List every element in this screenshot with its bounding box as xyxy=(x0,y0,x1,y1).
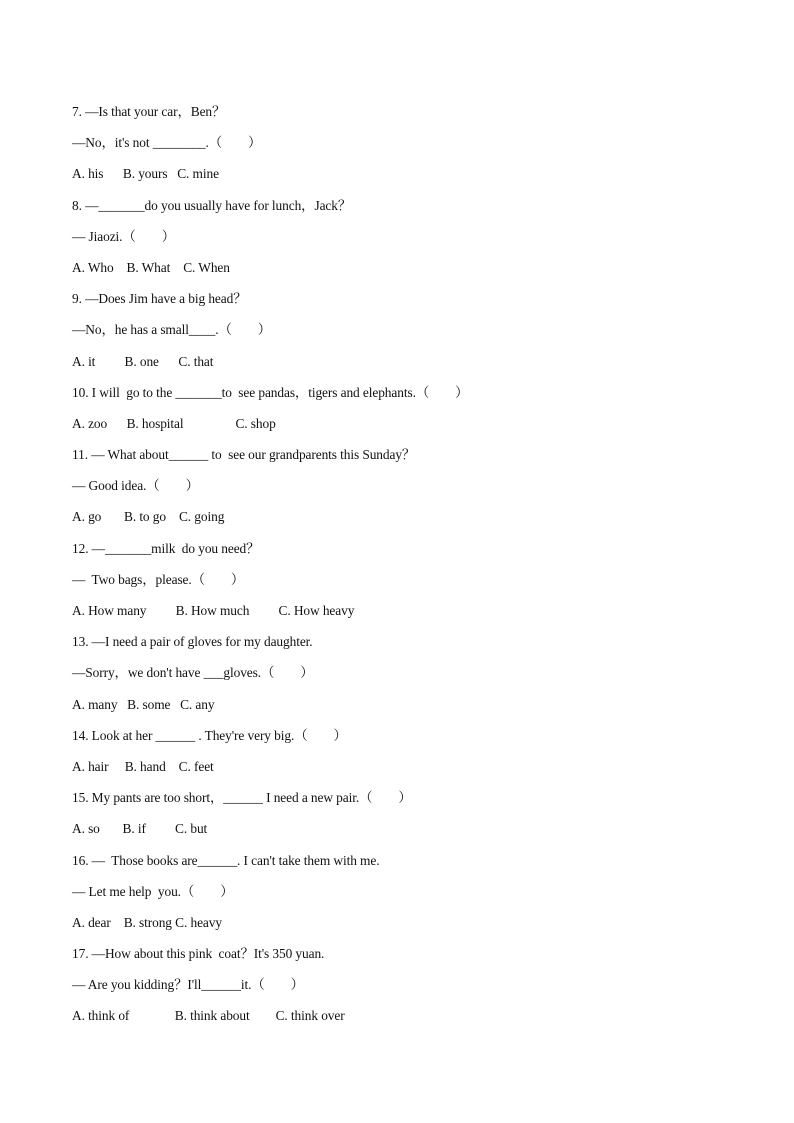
question-8-prompt: 8. —_______do you usually have for lunch，Jack？ xyxy=(72,197,352,213)
question-11-reply: — Good idea.（ ） xyxy=(72,478,199,494)
question-15-prompt: 15. My pants are too short，______ I need a new pair.（ ） xyxy=(72,790,412,806)
question-12-reply: — Two bags，please.（ ） xyxy=(72,571,245,587)
question-16-options: A. dear B. strong C. heavy xyxy=(72,914,222,930)
question-8-reply: — Jiaozi.（ ） xyxy=(72,228,175,244)
question-8-options: A. Who B. What C. When xyxy=(72,259,230,275)
question-13-options: A. many B. some C. any xyxy=(72,696,215,712)
worksheet-page xyxy=(72,101,752,1037)
question-7-options: A. his B. yours C. mine xyxy=(72,166,219,182)
question-16-reply: — Let me help you.（ ） xyxy=(72,883,234,899)
question-7-reply: —No，it's not ________.（ ） xyxy=(72,135,262,151)
question-13-reply: —Sorry，we don't have ___gloves.（ ） xyxy=(72,665,314,681)
question-17-prompt: 17. —How about this pink coat？It's 350 yuan. xyxy=(72,946,325,962)
question-7-prompt: 7. —Is that your car，Ben？ xyxy=(72,104,226,119)
question-11-options: A. go B. to go C. going xyxy=(72,509,225,525)
question-13-prompt: 13. —I need a pair of gloves for my daughter. xyxy=(72,634,313,650)
question-14-options: A. hair B. hand C. feet xyxy=(72,758,214,774)
question-11-prompt: 11. — What about______ to see our grandparents this Sunday？ xyxy=(72,447,416,463)
question-10-prompt: 10. I will go to the _______to see pandas，tigers and elephants.（ ） xyxy=(72,384,469,400)
question-14-prompt: 14. Look at her ______ . They're very big.（ ） xyxy=(72,727,347,743)
question-12-prompt: 12. —_______milk do you need？ xyxy=(72,540,260,556)
question-15-options: A. so B. if C. but xyxy=(72,821,208,837)
question-9-options: A. it B. one C. that xyxy=(72,353,214,369)
question-16-prompt: 16. — Those books are______. I can't take them with me. xyxy=(72,852,380,868)
question-12-options: A. How many B. How much C. How heavy xyxy=(72,603,355,618)
question-17-reply: — Are you kidding？I'll______it.（ ） xyxy=(72,977,304,993)
question-17-options: A. think of B. think about C. think over xyxy=(72,1008,345,1024)
question-10-options: A. zoo B. hospital C. shop xyxy=(72,415,276,431)
question-9-prompt: 9. —Does Jim have a big head？ xyxy=(72,291,247,307)
question-9-reply: —No，he has a small____.（ ） xyxy=(72,322,272,338)
